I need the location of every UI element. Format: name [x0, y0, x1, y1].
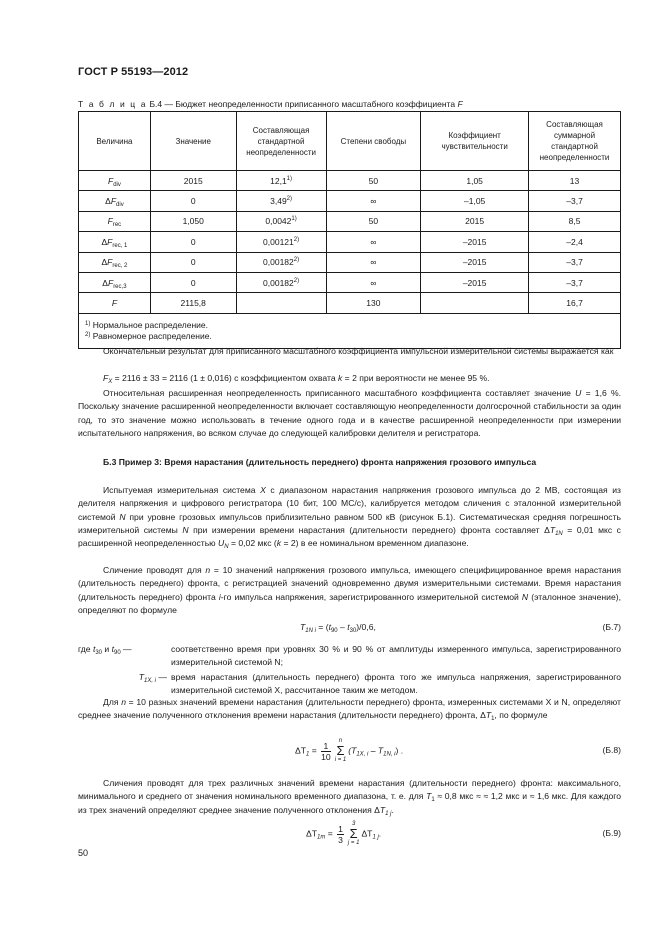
table-row: [79, 171, 621, 191]
equation-b7: $T_{1N i} = (t_{90} - t_{30})/0,6$,: [300, 622, 376, 634]
table-notes-row: [79, 313, 621, 348]
cell-combined-uncertainty: –3,7: [529, 252, 621, 272]
cell-sensitivity: –1,05: [421, 191, 529, 211]
cell-quantity: $F_{div}$: [79, 171, 151, 191]
table-notes: [79, 313, 621, 348]
cell-sensitivity: 1,05: [421, 171, 529, 191]
table-row: [79, 293, 621, 313]
table-row: [79, 191, 621, 211]
table-note: $^{1)}$ Нормальное распределение.: [85, 319, 208, 330]
cell-value: 2015: [150, 171, 236, 191]
cell-combined-uncertainty: 16,7: [529, 293, 621, 313]
definition-t30-t90: где $t_{30}$ и $t_{90}$ — соответственно время при уровнях 30 % и 90 % от амплитуды измеренного импульса, зарегистрированного измерительной системой N;: [78, 644, 621, 668]
document-header: ГОСТ Р 55193—2012: [78, 66, 189, 78]
uncertainty-budget-table: [78, 111, 621, 349]
cell-combined-uncertainty: –3,7: [529, 272, 621, 292]
column-header: Значение: [150, 112, 236, 171]
cell-quantity: $\Delta F_{rec, 2}$: [79, 252, 151, 272]
paragraph-comparison: Сличение проводят для n = 10 значений напряжения грозового импульса, имеющего специфицированное время нарастания (длительность переднего) фронта, с регистрацией значений одновременно двумя измерительными системами. Время нарастания (длительность переднего) фронта i-го импульса напряжения, зарегистрированного измерительной системой N (эталонное значение), определяют по формуле: [78, 565, 621, 615]
cell-quantity: $F_{rec}$: [79, 211, 151, 231]
table-header-row: [79, 112, 621, 171]
cell-quantity: $\Delta F_{rec, 1}$: [79, 232, 151, 252]
cell-value: 1,050: [150, 211, 236, 231]
formula-result: $F_X = 2116 \pm 33 = 2116$ (1 ± 0,016) с коэффициентом охвата k = 2 при вероятности не менее 95 %.: [103, 373, 490, 385]
definitions-list: [78, 643, 621, 697]
equation-b8: $\Delta T_1$ = $\frac{1}{10}$ n Σ i = 1 $(T_{1X, i} - T_{1N, i})$ .: [295, 738, 404, 763]
cell-quantity: F: [79, 293, 151, 313]
column-header: Величина: [79, 112, 151, 171]
cell-standard-uncertainty: 0,0042$^{1)}$: [236, 211, 326, 231]
cell-standard-uncertainty: 3,49$^{2)}$: [236, 191, 326, 211]
equation-b9-number: (Б.9): [602, 828, 621, 838]
cell-sensitivity: –2015: [421, 252, 529, 272]
cell-degrees-of-freedom: 130: [326, 293, 421, 313]
cell-combined-uncertainty: –2,4: [529, 232, 621, 252]
paragraph-three-values: Сличения проводят для трех различных значений времени нарастания (длительности переднего) фронта: максимального, минимального и среднего от значения номинального временного диапазона, т. е. для $T_1 \approx 0,8$ мкс ≈ ≈ 1,2 мкс и ≈ 1,6 мкс. Для каждого из трех значений определяют среднее значение полученного отклонения $\Delta T_{1 j}$.: [78, 778, 622, 817]
paragraph-relative-uncertainty: Относительная расширенная неопределенность приписанного масштабного коэффициента составляет значение U = 1,6 %. Поскольку значение расширенной неопределенности включает составляющую неопределенности долгосрочной стабильности за один год, то это значение можно использовать в течение одного года и в качестве расширенной неопределенности при измерении испытательного напряжения, во всяком случае до следующей калибровки делителя и регистратора.: [78, 388, 621, 438]
cell-combined-uncertainty: –3,7: [529, 191, 621, 211]
equation-b7-number: (Б.7): [602, 622, 621, 632]
section-heading: Б.3 Пример 3: Время нарастания (длительность переднего) фронта напряжения грозового импульса: [103, 457, 537, 467]
cell-standard-uncertainty: 0,00121$^{2)}$: [236, 232, 326, 252]
table-note: $^{2)}$ Равномерное распределение.: [85, 330, 212, 341]
cell-sensitivity: –2015: [421, 272, 529, 292]
cell-standard-uncertainty: 12,1$^{1)}$: [236, 171, 326, 191]
table-row: [79, 211, 621, 231]
table-caption-text: Б.4 — Бюджет неопределенности приписанного масштабного коэффициента: [149, 99, 456, 109]
table-row: [79, 232, 621, 252]
column-header: Коэффициент чувствительности: [421, 112, 529, 171]
cell-degrees-of-freedom: ∞: [326, 232, 421, 252]
cell-combined-uncertainty: 13: [529, 171, 621, 191]
cell-degrees-of-freedom: 50: [326, 171, 421, 191]
table-caption-label: Т а б л и ц а: [78, 99, 148, 109]
table-row: [79, 272, 621, 292]
cell-quantity: $\Delta F_{div}$: [79, 191, 151, 211]
paragraph-test-system: Испытуемая измерительная система X с диапазоном нарастания напряжения грозового импульса до 2 МВ, состоящая из делителя напряжения и цифрового регистратора (10 бит, 100 МС/с), калибруется методом сличения с эталонной измерительной системой N при уровне грозовых импульсов приблизительно равном 500 кВ (рисунок Б.1). Систематическая средняя погрешность измерительной системы N при измерении времени нарастания (длительности переднего) фронта составляет $\Delta T_{1N} = 0,01$ мкс с расширенной неопределенностью $U_N = 0,02$ мкс (k = 2) в ее номинальном временном диапазоне.: [78, 485, 621, 551]
paragraph-mean-deviation: Для n = 10 разных значений времени нарастания (длительности переднего) фронта, измеренных системами X и N, определяют среднее значение полученного отклонения времени нарастания (длительности переднего) фронта, $\Delta T_1$, по формуле: [78, 697, 621, 723]
cell-sensitivity: [421, 293, 529, 313]
table-row: [79, 252, 621, 272]
cell-value: 0: [150, 232, 236, 252]
equation-b9: $\Delta T_{1m}$ = $\frac{1}{3}$ 3 Σ j = 1 $\Delta T_{1 j}$.: [306, 821, 382, 846]
cell-value: 0: [150, 191, 236, 211]
table-caption: [78, 99, 463, 109]
cell-degrees-of-freedom: ∞: [326, 252, 421, 272]
definition-t1x: $T_{1X, i}$ — время нарастания (длительность переднего) фронта того же импульса напряжения, зарегистрированного измерительной системой X, рассчитанное таким же методом.: [138, 671, 621, 695]
cell-combined-uncertainty: 8,5: [529, 211, 621, 231]
cell-standard-uncertainty: 0,00182$^{2)}$: [236, 272, 326, 292]
cell-quantity: $\Delta F_{rec,3}$: [79, 272, 151, 292]
cell-standard-uncertainty: 0,00182$^{2)}$: [236, 252, 326, 272]
table-caption-symbol: F: [457, 99, 463, 109]
cell-degrees-of-freedom: 50: [326, 211, 421, 231]
cell-standard-uncertainty: [236, 293, 326, 313]
equation-b8-number: (Б.8): [602, 745, 621, 755]
cell-degrees-of-freedom: ∞: [326, 191, 421, 211]
column-header: Степени свободы: [326, 112, 421, 171]
column-header: Составляющая стандартной неопределенности: [236, 112, 326, 171]
cell-sensitivity: –2015: [421, 232, 529, 252]
cell-sensitivity: 2015: [421, 211, 529, 231]
paragraph-final-result: Окончательный результат для приписанного масштабного коэффициента импульсной измерительной системы выражается как: [103, 346, 614, 356]
column-header: Составляющая суммарной стандартной неопределенности: [529, 112, 621, 171]
cell-value: 2115,8: [150, 293, 236, 313]
cell-value: 0: [150, 272, 236, 292]
cell-value: 0: [150, 252, 236, 272]
cell-degrees-of-freedom: ∞: [326, 272, 421, 292]
page-number: 50: [78, 848, 89, 858]
